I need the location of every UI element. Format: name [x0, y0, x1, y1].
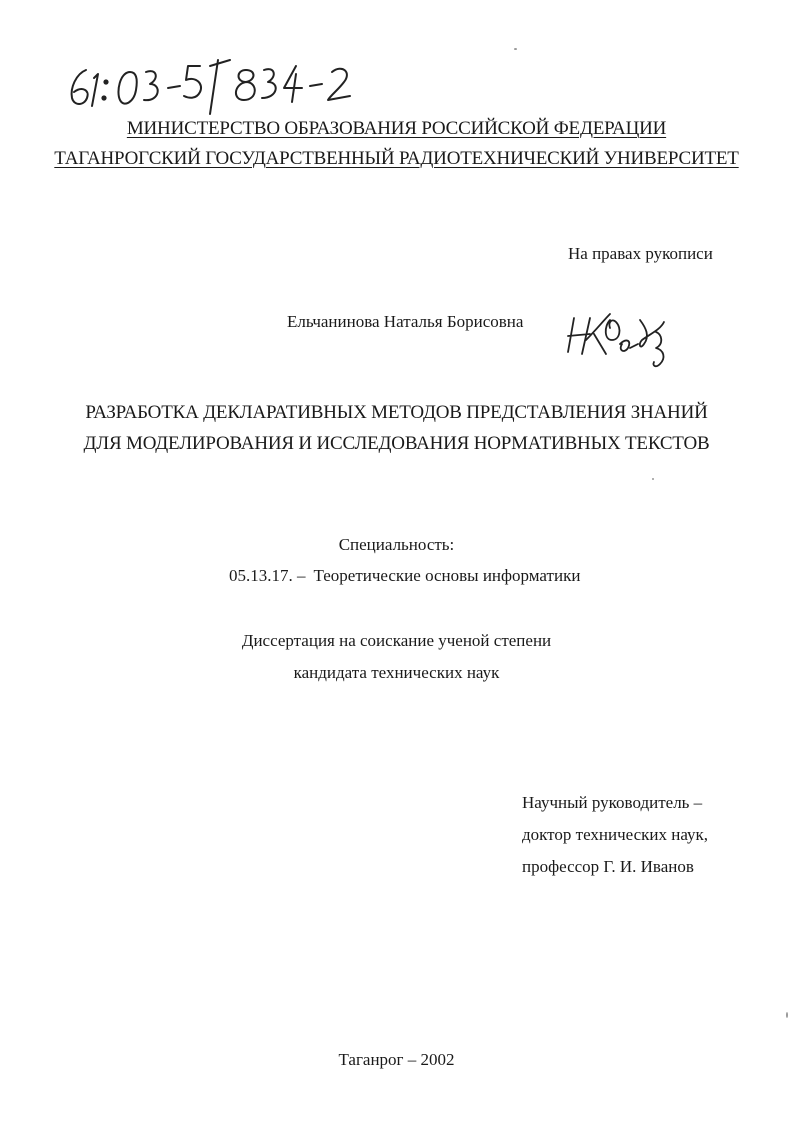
university-heading — [0, 148, 793, 170]
title-line-2: ДЛЯ МОДЕЛИРОВАНИЯ И ИССЛЕДОВАНИЯ НОРМАТИВНЫХ ТЕКСТОВ — [83, 433, 710, 454]
city-year: Таганрог – 2002 — [338, 1050, 455, 1069]
scan-speck — [514, 48, 517, 50]
supervisor-role: Научный руководитель – — [522, 793, 703, 812]
specialty-label: Специальность: — [338, 535, 455, 554]
specialty-line — [229, 566, 580, 586]
title-line-1: РАЗРАБОТКА ДЕКЛАРАТИВНЫХ МЕТОДОВ ПРЕДСТАВЛЕНИЯ ЗНАНИЙ — [85, 402, 708, 423]
specialty-name: Теоретические основы информатики — [313, 566, 581, 585]
scan-speck — [652, 478, 654, 480]
handwritten-archive-code — [60, 48, 380, 118]
ministry-text: МИНИСТЕРСТВО ОБРАЗОВАНИЯ РОССИЙСКОЙ ФЕДЕРАЦИИ — [126, 118, 667, 139]
ministry-heading — [0, 118, 793, 140]
degree-line-2: кандидата технических наук — [293, 663, 500, 682]
supervisor-name: профессор Г. И. Иванов — [522, 857, 694, 876]
supervisor-degree: доктор технических наук, — [522, 825, 709, 844]
rights-note: На правах рукописи — [568, 244, 713, 263]
scan-speck — [786, 1012, 788, 1018]
author-signature — [560, 300, 680, 370]
specialty-code: 05.13.17. – — [229, 566, 306, 585]
university-text: ТАГАНРОГСКИЙ ГОСУДАРСТВЕННЫЙ РАДИОТЕХНИЧЕСКИЙ УНИВЕРСИТЕТ — [54, 148, 739, 169]
author-name: Ельчанинова Наталья Борисовна — [287, 312, 524, 331]
degree-line-1: Диссертация на соискание ученой степени — [241, 631, 552, 650]
